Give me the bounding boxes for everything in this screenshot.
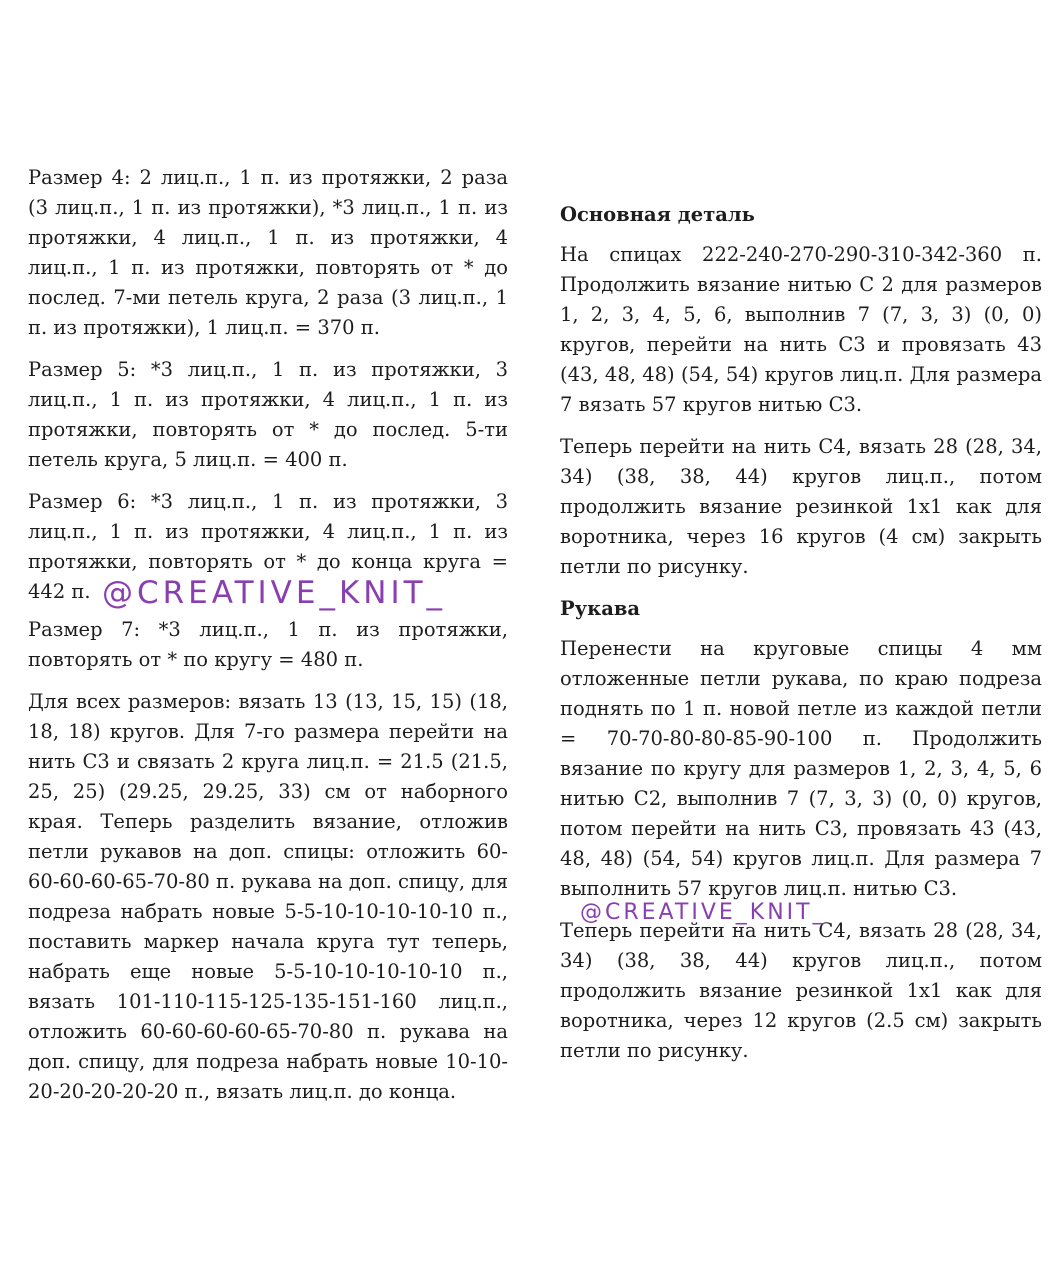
- watermark-primary: @CREATIVE_KNIT_: [102, 575, 447, 611]
- size-7-instructions: Размер 7: *3 лиц.п., 1 п. из протяжки, повторять от * по кругу = 480 п.: [28, 618, 508, 671]
- sleeves-paragraph-1: Перенести на круговые спицы 4 мм отложенные петли рукава, по краю подреза поднять по 1 п. новой петле из каждой петли = 70-70-80-80-85-90-100 п. Продолжить вязание по кругу для размеров 1, 2, 3, 4, 5, 6 нитью С2, выполнив 7 (7, 3, 3) (0, 0) кругов, потом перейти на нить С3, провязать 43 (43, 48, 48) (54, 54) кругов лиц.п. Для размера 7 выполнить 57 кругов лиц.п. нитью С3.: [560, 637, 1042, 900]
- main-part-heading: Основная деталь: [560, 203, 755, 226]
- watermark-secondary: @CREATIVE_KNIT_: [580, 900, 827, 925]
- size-5-instructions: Размер 5: *3 лиц.п., 1 п. из протяжки, 3 лиц.п., 1 п. из протяжки, 4 лиц.п., 1 п. из протяжки, повторять от * до послед. 5-ти петель круга, 5 лиц.п. = 400 п.: [28, 358, 508, 471]
- sleeves-heading: Рукава: [560, 597, 641, 620]
- sleeves-paragraph-2: Теперь перейти на нить С4, вязать 28 (28, 34, 34) (38, 38, 44) кругов лиц.п., потом продолжить вязание резинкой 1х1 как для воротника, через 12 кругов (2.5 см) закрыть петли по рисунку.: [560, 919, 1042, 1062]
- main-part-paragraph-2: Теперь перейти на нить С4, вязать 28 (28, 34, 34) (38, 38, 44) кругов лиц.п., потом продолжить вязание резинкой 1х1 как для воротника, через 16 кругов (4 см) закрыть петли по рисунку.: [560, 435, 1042, 578]
- main-part-paragraph-1: На спицах 222-240-270-290-310-342-360 п. Продолжить вязание нитью С 2 для размеров 1, 2, 3, 4, 5, 6, выполнив 7 (7, 3, 3) (0, 0) кругов, перейти на нить С3 и провязать 43 (43, 48, 48) (54, 54) кругов лиц.п. Для размера 7 вязать 57 кругов нитью С3.: [560, 243, 1042, 416]
- size-4-instructions: Размер 4: 2 лиц.п., 1 п. из протяжки, 2 раза (3 лиц.п., 1 п. из протяжки), *3 лиц.п., 1 п. из протяжки, 4 лиц.п., 1 п. из протяжки, 4 лиц.п., 1 п. из протяжки, повторять от * до послед. 7-ми петель круга, 2 раза (3 лиц.п., 1 п. из протяжки), 1 лиц.п. = 370 п.: [28, 166, 508, 339]
- size-6-instructions: Размер 6: *3 лиц.п., 1 п. из протяжки, 3 лиц.п., 1 п. из протяжки, 4 лиц.п., 1 п. из протяжки, повторять от * до конца круга = 442 п.: [28, 490, 508, 603]
- left-column: [28, 163, 508, 1119]
- all-sizes-instructions: Для всех размеров: вязать 13 (13, 15, 15) (18, 18, 18) кругов. Для 7-го размера перейти на нить С3 и связать 2 круга лиц.п. = 21.5 (21.5, 25, 25) (29.25, 29.25, 33) см от наборного края. Теперь разделить вязание, отложив петли рукавов на доп. спицы: отложить 60-60-60-60-65-70-80 п. рукава на доп. спицу, для подреза набрать новые 5-5-10-10-10-10-10 п., поставить маркер начала круга тут теперь, набрать еще новые 5-5-10-10-10-10-10 п., вязать 101-110-115-125-135-151-160 лиц.п., отложить 60-60-60-60-65-70-80 п. рукава на доп. спицу, для подреза набрать новые 10-10-20-20-20-20-20 п., вязать лиц.п. до конца.: [28, 690, 508, 1103]
- right-column: [560, 200, 1042, 1078]
